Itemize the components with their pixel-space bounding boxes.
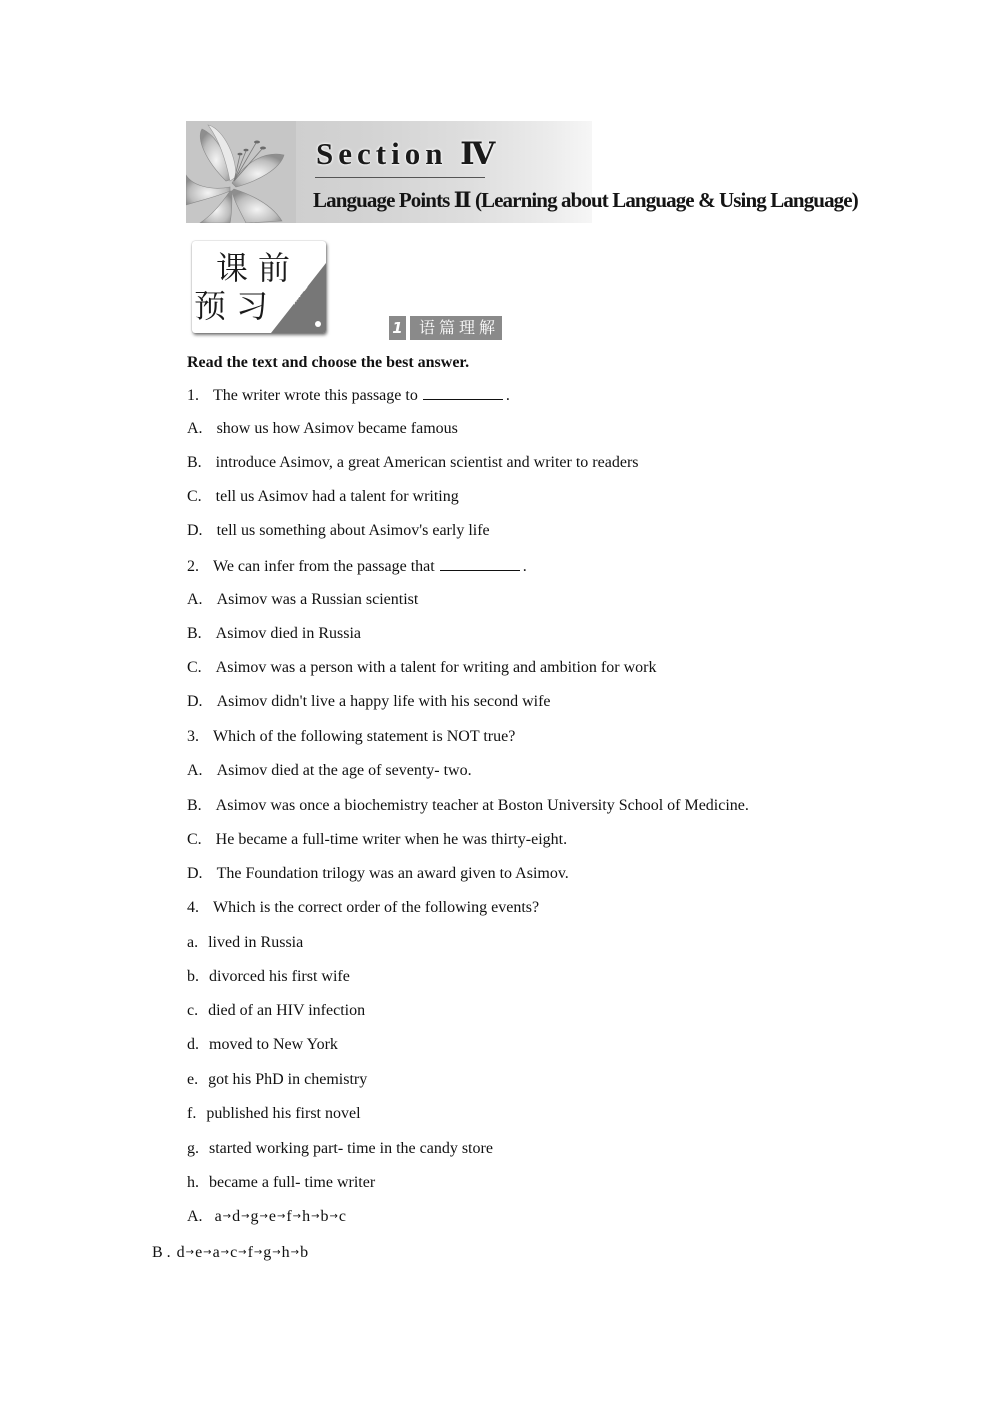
option-text: Asimov died at the age of seventy- two. [216, 762, 472, 779]
arrow-right-icon: → [238, 1247, 247, 1258]
question-end: . [505, 387, 510, 404]
option-text: He became a full-time writer when he was thirty-eight. [215, 831, 568, 848]
event-text: divorced his first wife [209, 968, 350, 985]
option-letter: A. [187, 420, 203, 437]
option-text: The Foundation trilogy was an award given to Asimov. [216, 865, 569, 882]
event-item [187, 1140, 493, 1158]
option-text: show us how Asimov became famous [216, 420, 458, 437]
event-letter: f. [187, 1105, 197, 1122]
event-letter: c. [187, 1002, 199, 1019]
question-number: 4. [187, 899, 199, 916]
event-item [187, 1071, 367, 1089]
option-text: Asimov was once a biochemistry teacher at Boston University School of Medicine. [215, 797, 749, 814]
event-letter: d. [187, 1036, 199, 1053]
option-text: introduce Asimov, a great American scientist and writer to readers [215, 454, 639, 471]
arrow-right-icon: → [259, 1211, 268, 1222]
option-text: tell us Asimov had a talent for writing [215, 488, 459, 505]
preview-badge [192, 241, 326, 333]
question-2-stem [187, 557, 527, 576]
question-text: Which of the following statement is NOT true? [213, 728, 516, 745]
arrow-right-icon: → [253, 1247, 263, 1258]
option-text: Asimov was a Russian scientist [216, 591, 419, 608]
option-letter: B. [187, 454, 202, 471]
question-text: We can infer from the passage that [213, 558, 435, 575]
question-1-stem [187, 386, 510, 405]
option-letter: D. [187, 693, 203, 710]
option [187, 522, 490, 540]
title-divider [315, 177, 485, 178]
event-letter: b. [187, 968, 199, 985]
option [187, 659, 656, 677]
badge-text-line2: 预习 [194, 287, 279, 325]
answer-blank [440, 557, 520, 571]
arrow-right-icon: → [222, 1211, 232, 1222]
option-letter: B . [152, 1244, 171, 1261]
lily-flower-icon [186, 121, 296, 223]
sequence-step: f [247, 1244, 253, 1261]
sequence-step: f [286, 1208, 292, 1225]
option-text: Asimov didn't live a happy life with his second wife [216, 693, 551, 710]
question-4-stem [187, 899, 539, 917]
option [187, 591, 418, 609]
event-item [187, 968, 350, 986]
arrow-right-icon: → [290, 1247, 300, 1258]
option-letter: B. [187, 625, 202, 642]
event-text: became a full- time writer [209, 1174, 376, 1191]
option [187, 693, 551, 711]
sequence-step: g [250, 1208, 259, 1225]
sequence-step: b [300, 1244, 309, 1261]
sequence-step: e [268, 1208, 276, 1225]
event-sequence [215, 1208, 346, 1226]
instruction-text: Read the text and choose the best answer. [187, 354, 470, 371]
arrow-right-icon: → [276, 1211, 286, 1222]
option [187, 488, 459, 506]
option [187, 625, 361, 643]
event-letter: h. [187, 1174, 199, 1191]
option-text: Asimov was a person with a talent for writing and ambition for work [215, 659, 657, 676]
event-item [187, 1105, 361, 1123]
event-text: published his first novel [206, 1105, 361, 1122]
arrow-right-icon: → [292, 1211, 302, 1222]
question-3-stem [187, 728, 515, 746]
event-text: lived in Russia [208, 934, 304, 951]
event-item [187, 1174, 375, 1192]
option-text: tell us something about Asimov's early life [216, 522, 490, 539]
option-letter: C. [187, 488, 202, 505]
event-item [187, 1036, 338, 1054]
option [187, 865, 569, 883]
event-item [187, 1002, 365, 1020]
option [187, 420, 458, 438]
answer-blank [423, 386, 503, 400]
event-sequence [177, 1244, 308, 1262]
arrow-right-icon: → [272, 1247, 281, 1258]
question-text: The writer wrote this passage to [213, 387, 418, 404]
sequence-step: b [320, 1208, 329, 1225]
arrow-right-icon: → [203, 1247, 212, 1258]
sequence-step: d [176, 1244, 185, 1261]
option-sequence-a [187, 1208, 346, 1226]
sequence-step: c [230, 1244, 238, 1261]
option-letter: D. [187, 522, 203, 539]
sequence-step: a [212, 1244, 220, 1261]
option-letter: A. [187, 1208, 203, 1225]
sequence-step: h [281, 1244, 290, 1261]
section-title: Section Ⅳ [316, 136, 501, 171]
option [187, 797, 749, 815]
sequence-step: e [195, 1244, 203, 1261]
badge-text-line1: 课前 [216, 249, 301, 287]
arrow-right-icon: → [241, 1211, 250, 1222]
sequence-step: h [302, 1208, 311, 1225]
arrow-right-icon: → [185, 1247, 195, 1258]
question-number: 2. [187, 558, 199, 575]
sequence-step: d [232, 1208, 241, 1225]
question-text: Which is the correct order of the following events? [213, 899, 540, 916]
question-end: . [522, 558, 527, 575]
option-letter: A. [187, 762, 203, 779]
event-text: started working part- time in the candy store [209, 1140, 493, 1157]
option-letter: C. [187, 659, 202, 676]
option [187, 762, 472, 780]
sequence-step: a [214, 1208, 222, 1225]
subsection-number: 1 [389, 316, 406, 340]
event-text: died of an HIV infection [208, 1002, 366, 1019]
option-letter: B. [187, 797, 202, 814]
sequence-step: g [263, 1244, 272, 1261]
option-sequence-b [152, 1244, 308, 1262]
badge-corner-label: 熟记 [285, 279, 311, 307]
subsection-tag [389, 316, 502, 340]
subsection-label: 语篇理解 [410, 316, 502, 340]
question-number: 3. [187, 728, 199, 745]
arrow-right-icon: → [311, 1211, 320, 1222]
option-letter: A. [187, 591, 203, 608]
sequence-step: c [338, 1208, 346, 1225]
event-text: got his PhD in chemistry [208, 1071, 368, 1088]
event-letter: a. [187, 934, 199, 951]
question-number: 1. [187, 387, 199, 404]
option [187, 831, 567, 849]
event-letter: e. [187, 1071, 199, 1088]
option-letter: D. [187, 865, 203, 882]
event-item [187, 934, 303, 952]
arrow-right-icon: → [220, 1247, 230, 1258]
event-text: moved to New York [209, 1036, 338, 1053]
option-letter: C. [187, 831, 202, 848]
option-text: Asimov died in Russia [215, 625, 362, 642]
section-subtitle: Language Points Ⅱ (Learning about Language & Using Language) [313, 188, 858, 212]
event-letter: g. [187, 1140, 199, 1157]
arrow-right-icon: → [329, 1211, 338, 1222]
badge-dot-icon [315, 321, 321, 327]
option [187, 454, 639, 472]
